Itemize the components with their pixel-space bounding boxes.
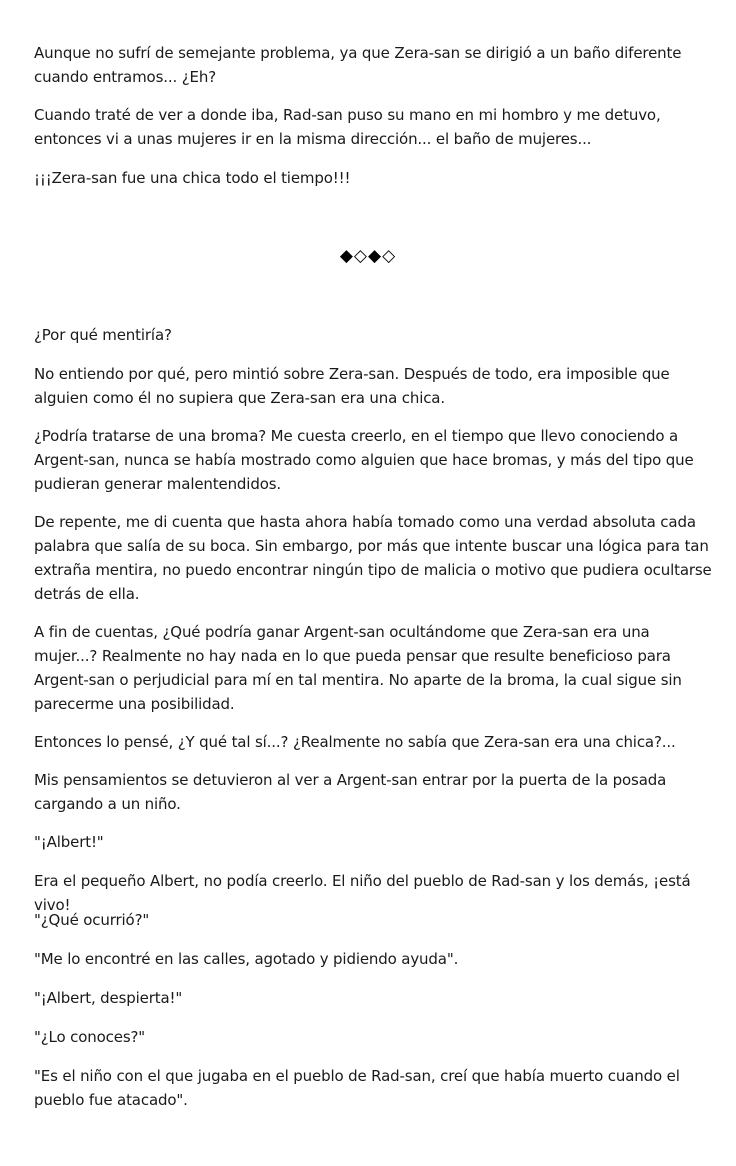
scene-separator: ◆◇◆◇ [339,246,397,266]
paragraph: Mis pensamientos se detuvieron al ver a Argent-san entrar por la puerta de la posada cargando a un niño. [34,771,667,813]
paragraph: Aunque no sufrí de semejante problema, ya que Zera-san se dirigió a un baño diferente cuando entramos... ¿Eh? [34,44,682,86]
paragraph: Era el pequeño Albert, no podía creerlo. El niño del pueblo de Rad-san y los demás, ¡está vivo! [34,872,691,914]
paragraph: ¡¡¡Zera-san fue una chica todo el tiempo!!! [34,169,351,187]
paragraph: "¿Qué ocurrió?" [34,911,150,929]
paragraph: "¡Albert, despierta!" [34,989,183,1007]
paragraph: "¡Albert!" [34,833,104,851]
paragraph: "¿Lo conoces?" [34,1028,146,1046]
paragraph: Cuando traté de ver a donde iba, Rad-san puso su mano en mi hombro y me detuvo, entonces vi a unas mujeres ir en la misma dirección... el baño de mujeres... [34,106,661,148]
paragraph: A fin de cuentas, ¿Qué podría ganar Argent-san ocultándome que Zera-san era una mujer...? Realmente no hay nada en lo que pueda pensar que resulte beneficioso para Argent-san o perjudicial para mí en tal mentira. No aparte de la broma, la cual sigue sin parecerme una posibilidad. [34,623,682,713]
paragraph: ¿Podría tratarse de una broma? Me cuesta creerlo, en el tiempo que llevo conociendo a Argent-san, nunca se había mostrado como alguien que hace bromas, y más del tipo que pudieran generar malentendidos. [34,427,694,493]
paragraph: No entiendo por qué, pero mintió sobre Zera-san. Después de todo, era imposible que alguien como él no supiera que Zera-san era una chica. [34,365,670,407]
paragraph: Entonces lo pensé, ¿Y qué tal sí...? ¿Realmente no sabía que Zera-san era una chica?... [34,733,676,751]
paragraph: De repente, me di cuenta que hasta ahora había tomado como una verdad absoluta cada palabra que salía de su boca. Sin embargo, por más que intente buscar una lógica para tan extraña mentira, no puedo encontrar ningún tipo de malicia o motivo que pudiera ocultarse detrás de ella. [34,513,712,603]
paragraph: ¿Por qué mentiría? [34,326,172,344]
paragraph: "Me lo encontré en las calles, agotado y pidiendo ayuda". [34,950,459,968]
paragraph: "Es el niño con el que jugaba en el pueblo de Rad-san, creí que había muerto cuando el pueblo fue atacado". [34,1067,680,1109]
